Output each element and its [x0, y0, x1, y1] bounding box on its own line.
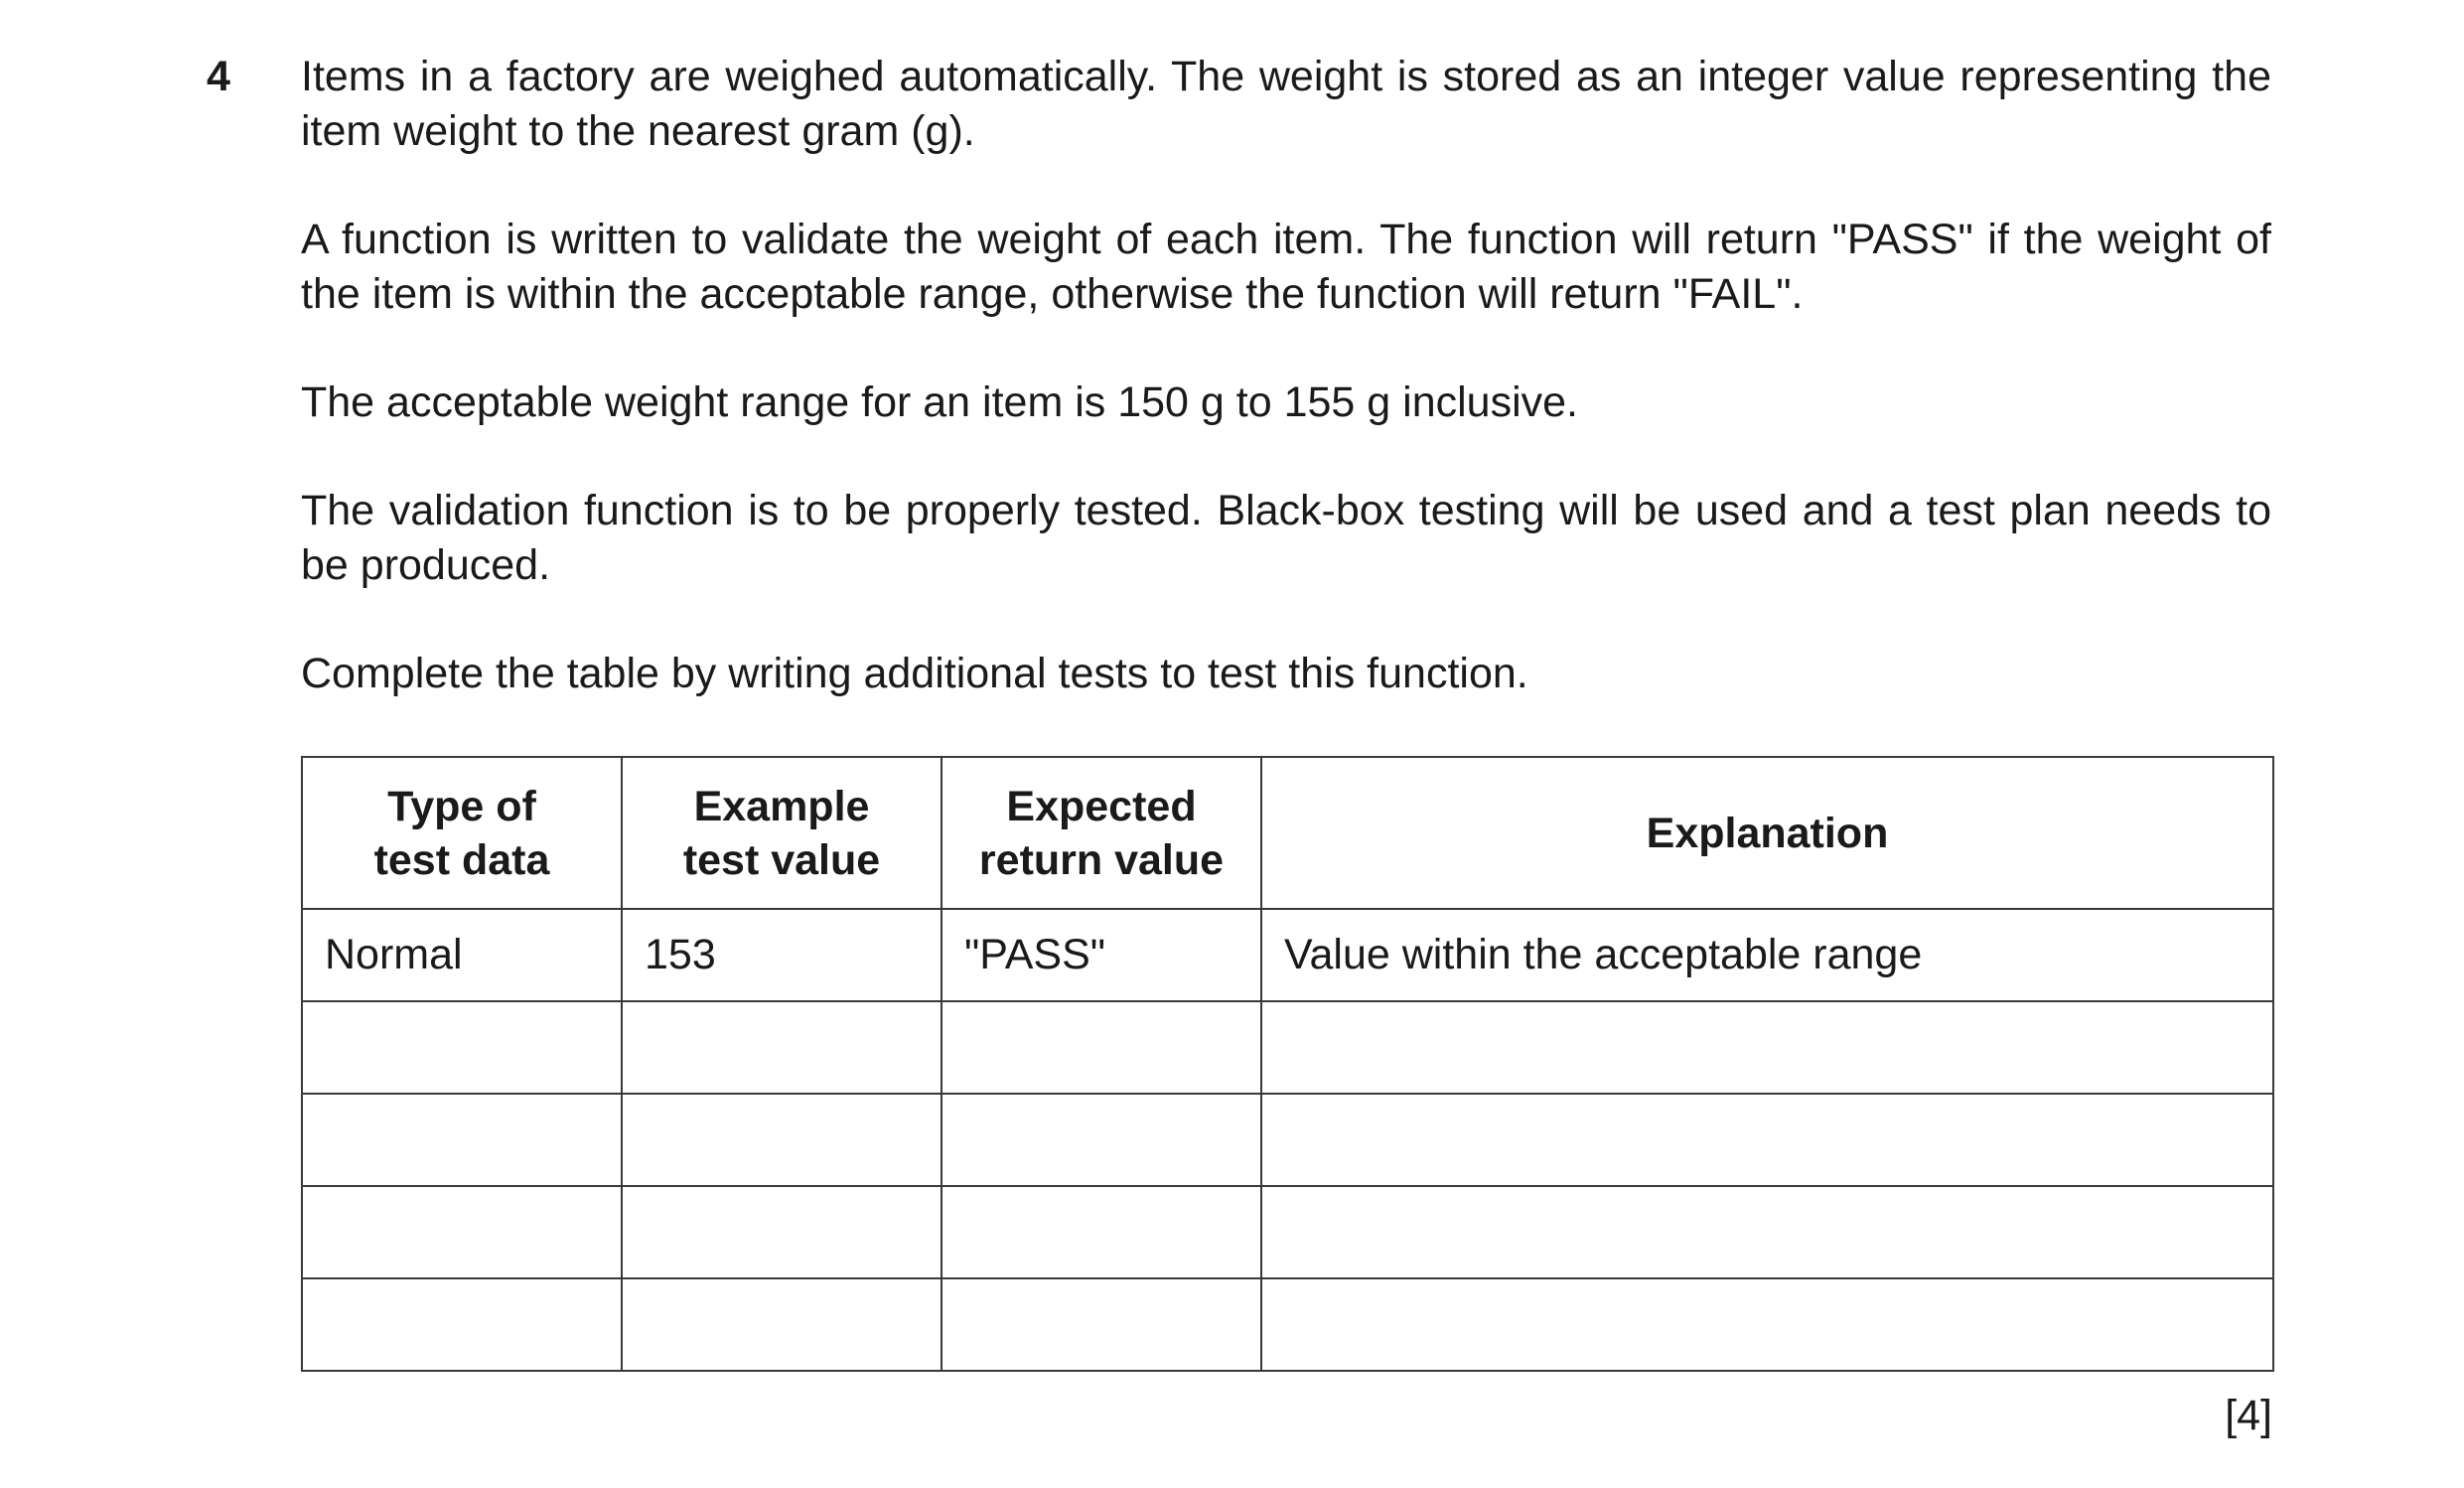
- cell-type[interactable]: [302, 1186, 622, 1278]
- header-expected-line-1: Expected: [1006, 782, 1197, 830]
- question-paragraph-1: Items in a factory are weighed automatically. The weight is stored as an integer value representing the item weight to the nearest gram (g).: [301, 53, 2271, 155]
- cell-type[interactable]: [302, 1001, 622, 1094]
- cell-type: Normal: [302, 909, 622, 1001]
- cell-expected: "PASS": [942, 909, 1261, 1001]
- cell-example[interactable]: [622, 1094, 942, 1186]
- cell-explanation[interactable]: [1261, 1278, 2273, 1371]
- header-explanation: Explanation: [1261, 757, 2273, 909]
- table-row: [302, 1094, 2273, 1186]
- table-header-row: [302, 757, 2273, 909]
- header-type-line-2: test data: [373, 835, 550, 884]
- cell-explanation[interactable]: [1261, 1001, 2273, 1094]
- header-expected-line-2: return value: [978, 835, 1225, 884]
- header-example-test-value: [622, 757, 942, 909]
- header-example-line-1: Example: [693, 782, 870, 830]
- question-instruction: Complete the table by writing additional tests to test this function.: [301, 650, 1528, 697]
- header-type-of-test-data: [302, 757, 622, 909]
- question-paragraph-2: A function is written to validate the weight of each item. The function will return "PASS" if the weight of the item is within the acceptable range, otherwise the function will return "FAIL".: [301, 216, 2271, 318]
- table-row: [302, 909, 2273, 1001]
- cell-expected[interactable]: [942, 1001, 1261, 1094]
- cell-expected[interactable]: [942, 1186, 1261, 1278]
- header-type-line-1: Type of: [387, 782, 536, 830]
- marks-label: [4]: [2225, 1392, 2272, 1439]
- header-example-line-2: test value: [682, 835, 881, 884]
- cell-explanation[interactable]: [1261, 1094, 2273, 1186]
- cell-explanation[interactable]: [1261, 1186, 2273, 1278]
- cell-type[interactable]: [302, 1094, 622, 1186]
- question-paragraph-4: The validation function is to be properly tested. Black-box testing will be used and a test plan needs to be produced.: [301, 487, 2271, 589]
- table-row: [302, 1278, 2273, 1371]
- header-expected-return-value: [942, 757, 1261, 909]
- question-number: 4: [207, 53, 230, 100]
- cell-example[interactable]: [622, 1001, 942, 1094]
- cell-type[interactable]: [302, 1278, 622, 1371]
- cell-expected[interactable]: [942, 1094, 1261, 1186]
- cell-expected[interactable]: [942, 1278, 1261, 1371]
- cell-example[interactable]: [622, 1186, 942, 1278]
- question-paragraph-3: The acceptable weight range for an item is 150 g to 155 g inclusive.: [301, 378, 1578, 426]
- question-body: [301, 50, 2271, 701]
- cell-example[interactable]: [622, 1278, 942, 1371]
- test-plan-table: [301, 756, 2274, 1372]
- cell-explanation: Value within the acceptable range: [1261, 909, 2273, 1001]
- table-row: [302, 1001, 2273, 1094]
- table-row: [302, 1186, 2273, 1278]
- cell-example: 153: [622, 909, 942, 1001]
